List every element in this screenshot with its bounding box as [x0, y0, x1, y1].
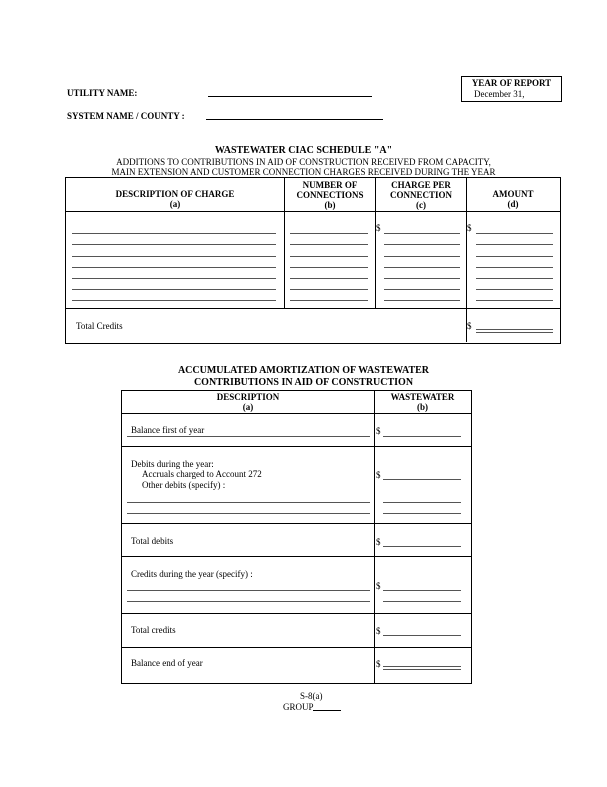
col-number-of-connections-1: NUMBER OF	[302, 180, 358, 190]
col-description: DESCRIPTION	[216, 392, 280, 402]
col-wastewater-letter: (b)	[417, 402, 428, 412]
credits-desc-1[interactable]	[127, 590, 370, 591]
total-credits-row-label: Total credits	[131, 625, 176, 635]
other-debits-desc-2[interactable]	[127, 513, 370, 514]
system-name-label: SYSTEM NAME / COUNTY :	[67, 111, 185, 121]
year-of-report-value: December 31,	[474, 89, 525, 99]
total-credits-label: Total Credits	[76, 321, 123, 331]
col-amount: AMOUNT	[492, 189, 534, 199]
total-credits-row-currency: $	[376, 626, 381, 636]
credits-label: Credits during the year (specify) :	[131, 569, 253, 579]
schedule-a-subtitle-2: MAIN EXTENSION AND CUSTOMER CONNECTION CHARGES RECEIVED DURING THE YEAR	[111, 167, 496, 177]
col-charge-per-connection-1: CHARGE PER	[391, 180, 451, 190]
total-debits-label: Total debits	[131, 536, 174, 546]
col-description-letter: (a)	[242, 402, 254, 412]
schedule-a-subtitle-1: ADDITIONS TO CONTRIBUTIONS IN AID OF CONSTRUCTION RECEIVED FROM CAPACITY,	[116, 157, 491, 167]
accruals-field[interactable]	[383, 479, 461, 480]
currency-symbol-d: $	[467, 223, 472, 233]
group-label: GROUP	[283, 702, 314, 712]
col-b-letter: (b)	[324, 200, 336, 210]
currency-symbol-c: $	[376, 223, 381, 233]
total-credits-field[interactable]	[476, 329, 553, 333]
other-debits-desc-1[interactable]	[127, 502, 370, 503]
total-credits-currency: $	[467, 321, 472, 331]
debits-currency: $	[376, 470, 381, 480]
utility-name-field[interactable]	[208, 96, 372, 97]
total-credits-row-field[interactable]	[383, 635, 461, 636]
balance-first-field[interactable]	[383, 436, 461, 437]
credits-currency: $	[376, 581, 381, 591]
col-wastewater: WASTEWATER	[390, 392, 455, 402]
amortization-title-2: CONTRIBUTIONS IN AID OF CONSTRUCTION	[193, 377, 414, 388]
schedule-a-title: WASTEWATER CIAC SCHEDULE "A"	[214, 145, 393, 156]
group-field[interactable]	[313, 710, 341, 711]
col-a-letter: (a)	[169, 199, 181, 209]
credits-field-2[interactable]	[383, 601, 461, 602]
credits-desc-2[interactable]	[127, 601, 370, 602]
debits-label: Debits during the year:	[131, 459, 214, 469]
col-d-letter: (d)	[507, 199, 519, 209]
balance-first-currency: $	[376, 426, 381, 436]
balance-first-label: Balance first of year	[131, 425, 205, 435]
col-c-letter: (c)	[416, 200, 426, 210]
credits-field-1[interactable]	[383, 590, 461, 591]
year-of-report-label: YEAR OF REPORT	[471, 78, 552, 88]
total-debits-currency: $	[376, 537, 381, 547]
accruals-label: Accruals charged to Account 272	[142, 469, 262, 479]
col-number-of-connections-2: CONNECTIONS	[296, 190, 364, 200]
other-debits-label: Other debits (specify) :	[142, 480, 226, 490]
page-code: S-8(a)	[300, 691, 323, 701]
other-debits-field-1[interactable]	[383, 502, 461, 503]
utility-name-label: UTILITY NAME:	[67, 88, 138, 98]
balance-end-label: Balance end of year	[131, 658, 203, 668]
balance-end-field[interactable]	[383, 666, 461, 670]
amortization-title-1: ACCUMULATED AMORTIZATION OF WASTEWATER	[177, 365, 430, 376]
total-debits-field[interactable]	[383, 546, 461, 547]
system-name-field[interactable]	[206, 119, 383, 120]
col-charge-per-connection-2: CONNECTION	[389, 190, 452, 200]
other-debits-field-2[interactable]	[383, 513, 461, 514]
col-description-of-charge: DESCRIPTION OF CHARGE	[115, 189, 235, 199]
balance-end-currency: $	[376, 659, 381, 669]
year-of-report-box	[461, 76, 562, 102]
